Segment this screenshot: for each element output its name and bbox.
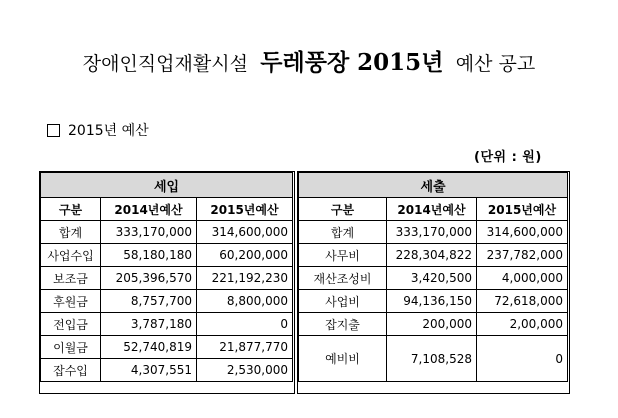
row-label: 잡수입 [41, 359, 101, 382]
cell-2015: 221,192,230 [197, 267, 293, 290]
table-row [41, 290, 293, 313]
cell-2014: 7,108,528 [387, 336, 477, 382]
cell-2014: 333,170,000 [387, 221, 477, 244]
cell-2014: 333,170,000 [101, 221, 197, 244]
page-title [0, 44, 618, 77]
cell-2014: 205,396,570 [101, 267, 197, 290]
cell-2015: 2,00,000 [477, 313, 568, 336]
row-label: 합계 [299, 221, 387, 244]
table-row [41, 244, 293, 267]
cell-2015: 0 [197, 313, 293, 336]
expense-group-header: 세출 [299, 173, 568, 198]
title-suffix: 예산 공고 [455, 53, 536, 75]
row-label: 전입금 [41, 313, 101, 336]
income-header-row [41, 198, 293, 221]
table-row [299, 313, 568, 336]
table-row [41, 267, 293, 290]
cell-2015: 60,200,000 [197, 244, 293, 267]
column-header: 2015년예산 [477, 198, 568, 221]
row-label: 예비비 [299, 336, 387, 382]
table-row [41, 359, 293, 382]
column-header: 2015년예산 [197, 198, 293, 221]
cell-2015: 314,600,000 [477, 221, 568, 244]
cell-2015: 8,800,000 [197, 290, 293, 313]
column-header: 구분 [41, 198, 101, 221]
section-heading [47, 120, 149, 140]
row-label: 합계 [41, 221, 101, 244]
income-group-header: 세입 [41, 173, 293, 198]
cell-2014: 3,787,180 [101, 313, 197, 336]
row-label: 보조금 [41, 267, 101, 290]
unit-label: (단위 : 원) [474, 150, 542, 165]
cell-2015: 237,782,000 [477, 244, 568, 267]
table-row [299, 221, 568, 244]
checkbox-square-icon [47, 124, 60, 137]
cell-2014: 94,136,150 [387, 290, 477, 313]
column-header: 구분 [299, 198, 387, 221]
row-label: 이월금 [41, 336, 101, 359]
row-label: 재산조성비 [299, 267, 387, 290]
cell-2015: 0 [477, 336, 568, 382]
table-row [41, 313, 293, 336]
row-label: 사업비 [299, 290, 387, 313]
table-row [41, 221, 293, 244]
title-name: 두레풍장 2015년 [260, 49, 444, 76]
cell-2015: 4,000,000 [477, 267, 568, 290]
column-header: 2014년예산 [387, 198, 477, 221]
cell-2014: 52,740,819 [101, 336, 197, 359]
cell-2014: 3,420,500 [387, 267, 477, 290]
row-label: 후원금 [41, 290, 101, 313]
cell-2015: 21,877,770 [197, 336, 293, 359]
cell-2014: 4,307,551 [101, 359, 197, 382]
cell-2015: 2,530,000 [197, 359, 293, 382]
row-label: 사업수입 [41, 244, 101, 267]
row-label: 사무비 [299, 244, 387, 267]
cell-2014: 200,000 [387, 313, 477, 336]
income-table [40, 172, 293, 382]
table-row [299, 244, 568, 267]
cell-2015: 72,618,000 [477, 290, 568, 313]
row-label: 잡지출 [299, 313, 387, 336]
column-header: 2014년예산 [101, 198, 197, 221]
section-label: 2015년 예산 [68, 123, 149, 139]
cell-2015: 314,600,000 [197, 221, 293, 244]
cell-2014: 228,304,822 [387, 244, 477, 267]
title-org: 장애인직업재활시설 [82, 53, 248, 75]
cell-2014: 8,757,700 [101, 290, 197, 313]
table-row [299, 290, 568, 313]
cell-2014: 58,180,180 [101, 244, 197, 267]
expense-table [298, 172, 568, 382]
table-row [299, 267, 568, 290]
table-row [41, 336, 293, 359]
expense-header-row [299, 198, 568, 221]
